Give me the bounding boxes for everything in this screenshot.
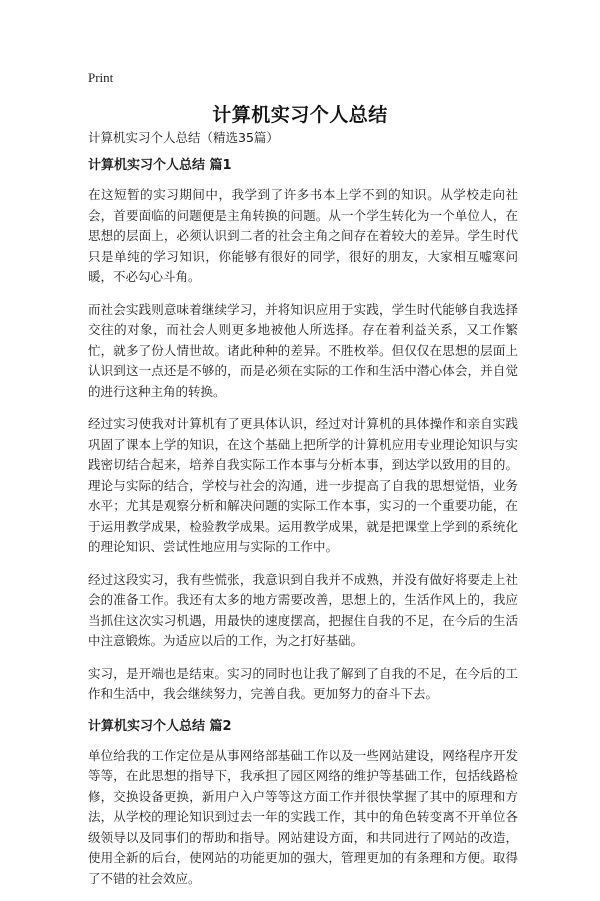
section-heading: 计算机实习个人总结 篇2 [88, 718, 232, 734]
document-body [88, 128, 518, 901]
print-link[interactable]: Print [88, 70, 114, 85]
paragraph: 实习，是开端也是结束。实习的同时也让我了解到了自我的不足，在今后的工作和生活中，我会继续努力，完善自我。更加努力的奋斗下去。 [88, 665, 518, 701]
document-subtitle: 计算机实习个人总结（精选35篇） [88, 130, 279, 145]
paragraph: 单位给我的工作定位是从事网络部基础工作以及一些网站建设，网络程序开发等等，在此思想的指导下，我承担了园区网络的维护等基础工作，包括线路检修，交换设备更换，新用户入户等等这方面工作并很快掌握了其中的原理和方法，从学校的理论知识到过去一年的实践工作，其中的角色转变离不开单位各级领导以及同事们的帮助和指导。网站建设方面，和共同进行了网站的改造，使用全新的后台，使网站的功能更加的强大，管理更加的有条理和方便。取得了不错的社会效应。 [88, 747, 518, 886]
section-1 [88, 156, 518, 705]
section-heading: 计算机实习个人总结 篇1 [88, 158, 232, 173]
section-2 [88, 717, 518, 890]
page-title: 计算机实习个人总结 [212, 104, 388, 126]
paragraph: 而社会实践则意味着继续学习，并将知识应用于实践，学生时代能够自我选择交往的对象，而社会人则更多地被他人所选择。存在着利益关系，又工作繁忙，就多了份人情世故。诸此种种的差异。不胜枚举。但仅仅在思想的层面上认识到这一点还是不够的，而是必须在实际的工作和生活中潜心体会，并自觉的进行这种主角的转换。 [88, 301, 518, 399]
paragraph: 在这短暂的实习期间中，我学到了许多书本上学不到的知识。从学校走向社会，首要面临的问题便是主角转换的问题。从一个学生转化为一个单位人，在思想的层面上，必须认识到二者的社会主角之间存在着较大的差异。学生时代只是单纯的学习知识，你能够有很好的同学，很好的朋友，大家相互嘘寒问暖，不必勾心斗角。 [88, 187, 518, 284]
paragraph: 经过实习使我对计算机有了更具体认识，经过对计算机的具体操作和亲自实践巩固了课本上学的知识，在这个基础上把所学的计算机应用专业理论知识与实践密切结合起来，培养自我实际工作本事与分析本事，到达学以致用的目的。理论与实际的结合，学校与社会的沟通，进一步提高了自我的思想觉悟，业务水平；尤其是观察分析和解决问题的实际工作本事，实习的一个重要功能，在于运用教学成果，检验教学成果。运用教学成果，就是把课堂上学到的系统化的理论知识、尝试性地应用与实际的工作中。 [88, 416, 518, 554]
paragraph: 经过这段实习，我有些慌张，我意识到自我并不成熟，并没有做好将要走上社会的准备工作。我还有太多的地方需要改善，思想上的，生活作风上的，我应当抓住这次实习机遇，用最快的速度摆高，把握住自我的不足，在今后的生活中注意锻炼。为适应以后的工作，为之打好基础。 [88, 571, 518, 648]
